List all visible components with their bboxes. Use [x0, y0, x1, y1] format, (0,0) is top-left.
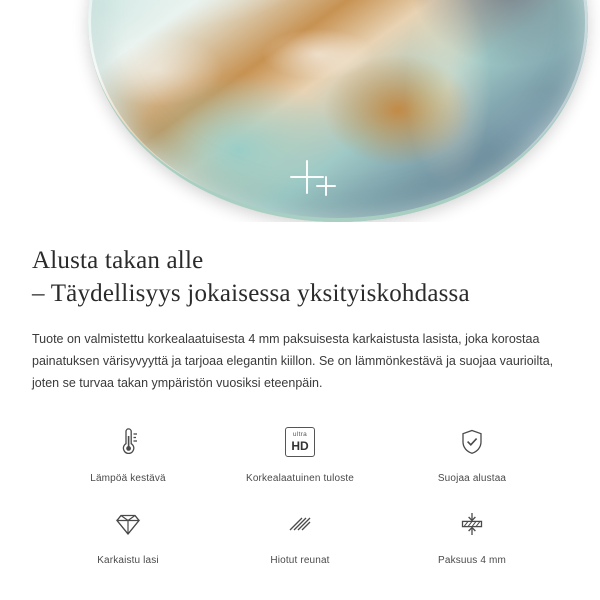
feature-label: Lämpöä kestävä	[90, 473, 166, 484]
diamond-icon	[111, 502, 145, 546]
hd-text: HD	[291, 438, 309, 453]
shield-check-icon	[455, 420, 489, 464]
page-title-line-1: Alusta takan alle	[32, 247, 204, 274]
feature-label: Hiotut reunat	[270, 555, 330, 566]
description-paragraph: Tuote on valmistettu korkealaatuisesta 4 mm paksuisesta karkaistusta lasista, joka korostaa painatuksen värisyvyyttä ja tarjoaa elegantin kiillon. Se on lämmönkestävä ja suojaa vaurioilta, joten se turvaa takan ympäristön vuosiksi eteenpäin.	[32, 332, 554, 390]
polished-edges-icon	[283, 502, 317, 546]
thermometer-icon	[111, 420, 145, 464]
feature-item	[42, 502, 214, 566]
feature-item	[386, 502, 558, 566]
feature-label: Paksuus 4 mm	[438, 555, 506, 566]
page-title-line-2: – Täydellisyys jokaisessa yksityiskohdassa	[32, 280, 470, 307]
feature-item	[42, 420, 214, 484]
hero-image	[0, 0, 600, 222]
feature-item	[214, 502, 386, 566]
feature-grid	[32, 420, 568, 566]
feature-item	[214, 420, 386, 484]
feature-item	[386, 420, 558, 484]
feature-label: Korkealaatuinen tuloste	[246, 473, 354, 484]
feature-label: Karkaistu lasi	[97, 555, 159, 566]
content-area	[0, 244, 600, 566]
page-title	[32, 244, 568, 310]
round-glass-panel-image	[88, 0, 588, 222]
feature-label: Suojaa alustaa	[437, 473, 507, 484]
thickness-arrows-icon	[455, 502, 489, 546]
ultra-text: ultra	[292, 431, 308, 439]
ultra-hd-icon	[285, 420, 315, 464]
